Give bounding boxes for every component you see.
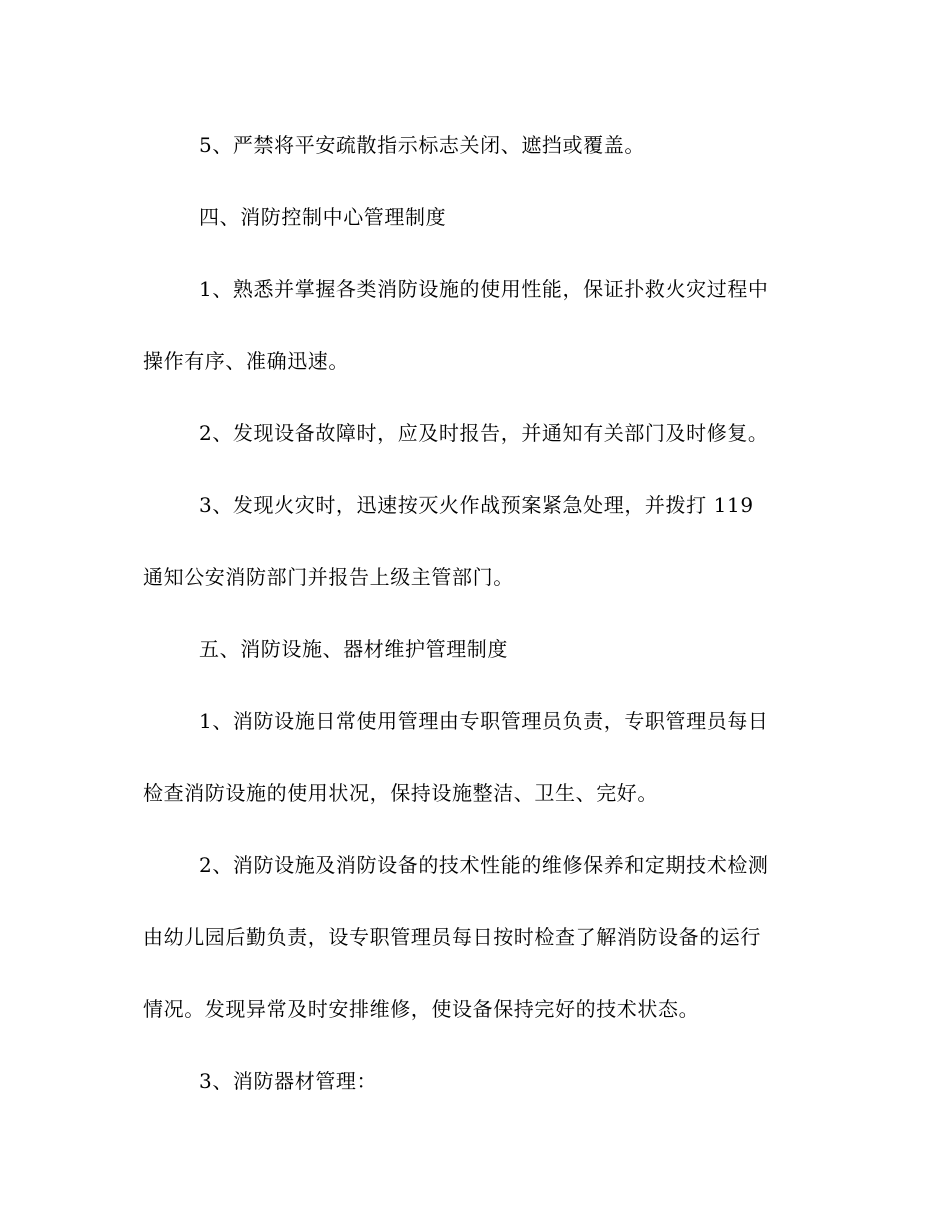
item-3-line-2: 通知公安消防部门并报告上级主管部门。 [143,565,514,589]
item-1-line-1: 1、熟悉并掌握各类消防设施的使用性能，保证扑救火灾过程中 [199,277,769,301]
item-2-equipment-fault: 2、发现设备故障时，应及时报告，并通知有关部门及时修复。 [199,421,769,445]
maintenance-item-2-line-3: 情况。发现异常及时安排维修，使设备保持完好的技术状态。 [143,997,700,1021]
item-3-line-1: 3、发现火灾时，迅速按灭火作战预案紧急处理，并拨打 119 [199,493,754,517]
maintenance-item-1-line-2: 检查消防设施的使用状况，保持设施整洁、卫生、完好。 [143,781,658,805]
item-1-line-2: 操作有序、准确迅速。 [143,349,349,373]
maintenance-item-3: 3、消防器材管理： [199,1069,378,1093]
section-heading-5: 五、消防设施、器材维护管理制度 [199,637,508,661]
item-5-evacuation-signs: 5、严禁将平安疏散指示标志关闭、遮挡或覆盖。 [199,133,645,157]
maintenance-item-1-line-1: 1、消防设施日常使用管理由专职管理员负责，专职管理员每日 [199,709,769,733]
section-heading-4: 四、消防控制中心管理制度 [199,205,447,229]
maintenance-item-2-line-2: 由幼儿园后勤负责，设专职管理员每日按时检查了解消防设备的运行 [143,925,761,949]
maintenance-item-2-line-1: 2、消防设施及消防设备的技术性能的维修保养和定期技术检测 [199,853,769,877]
